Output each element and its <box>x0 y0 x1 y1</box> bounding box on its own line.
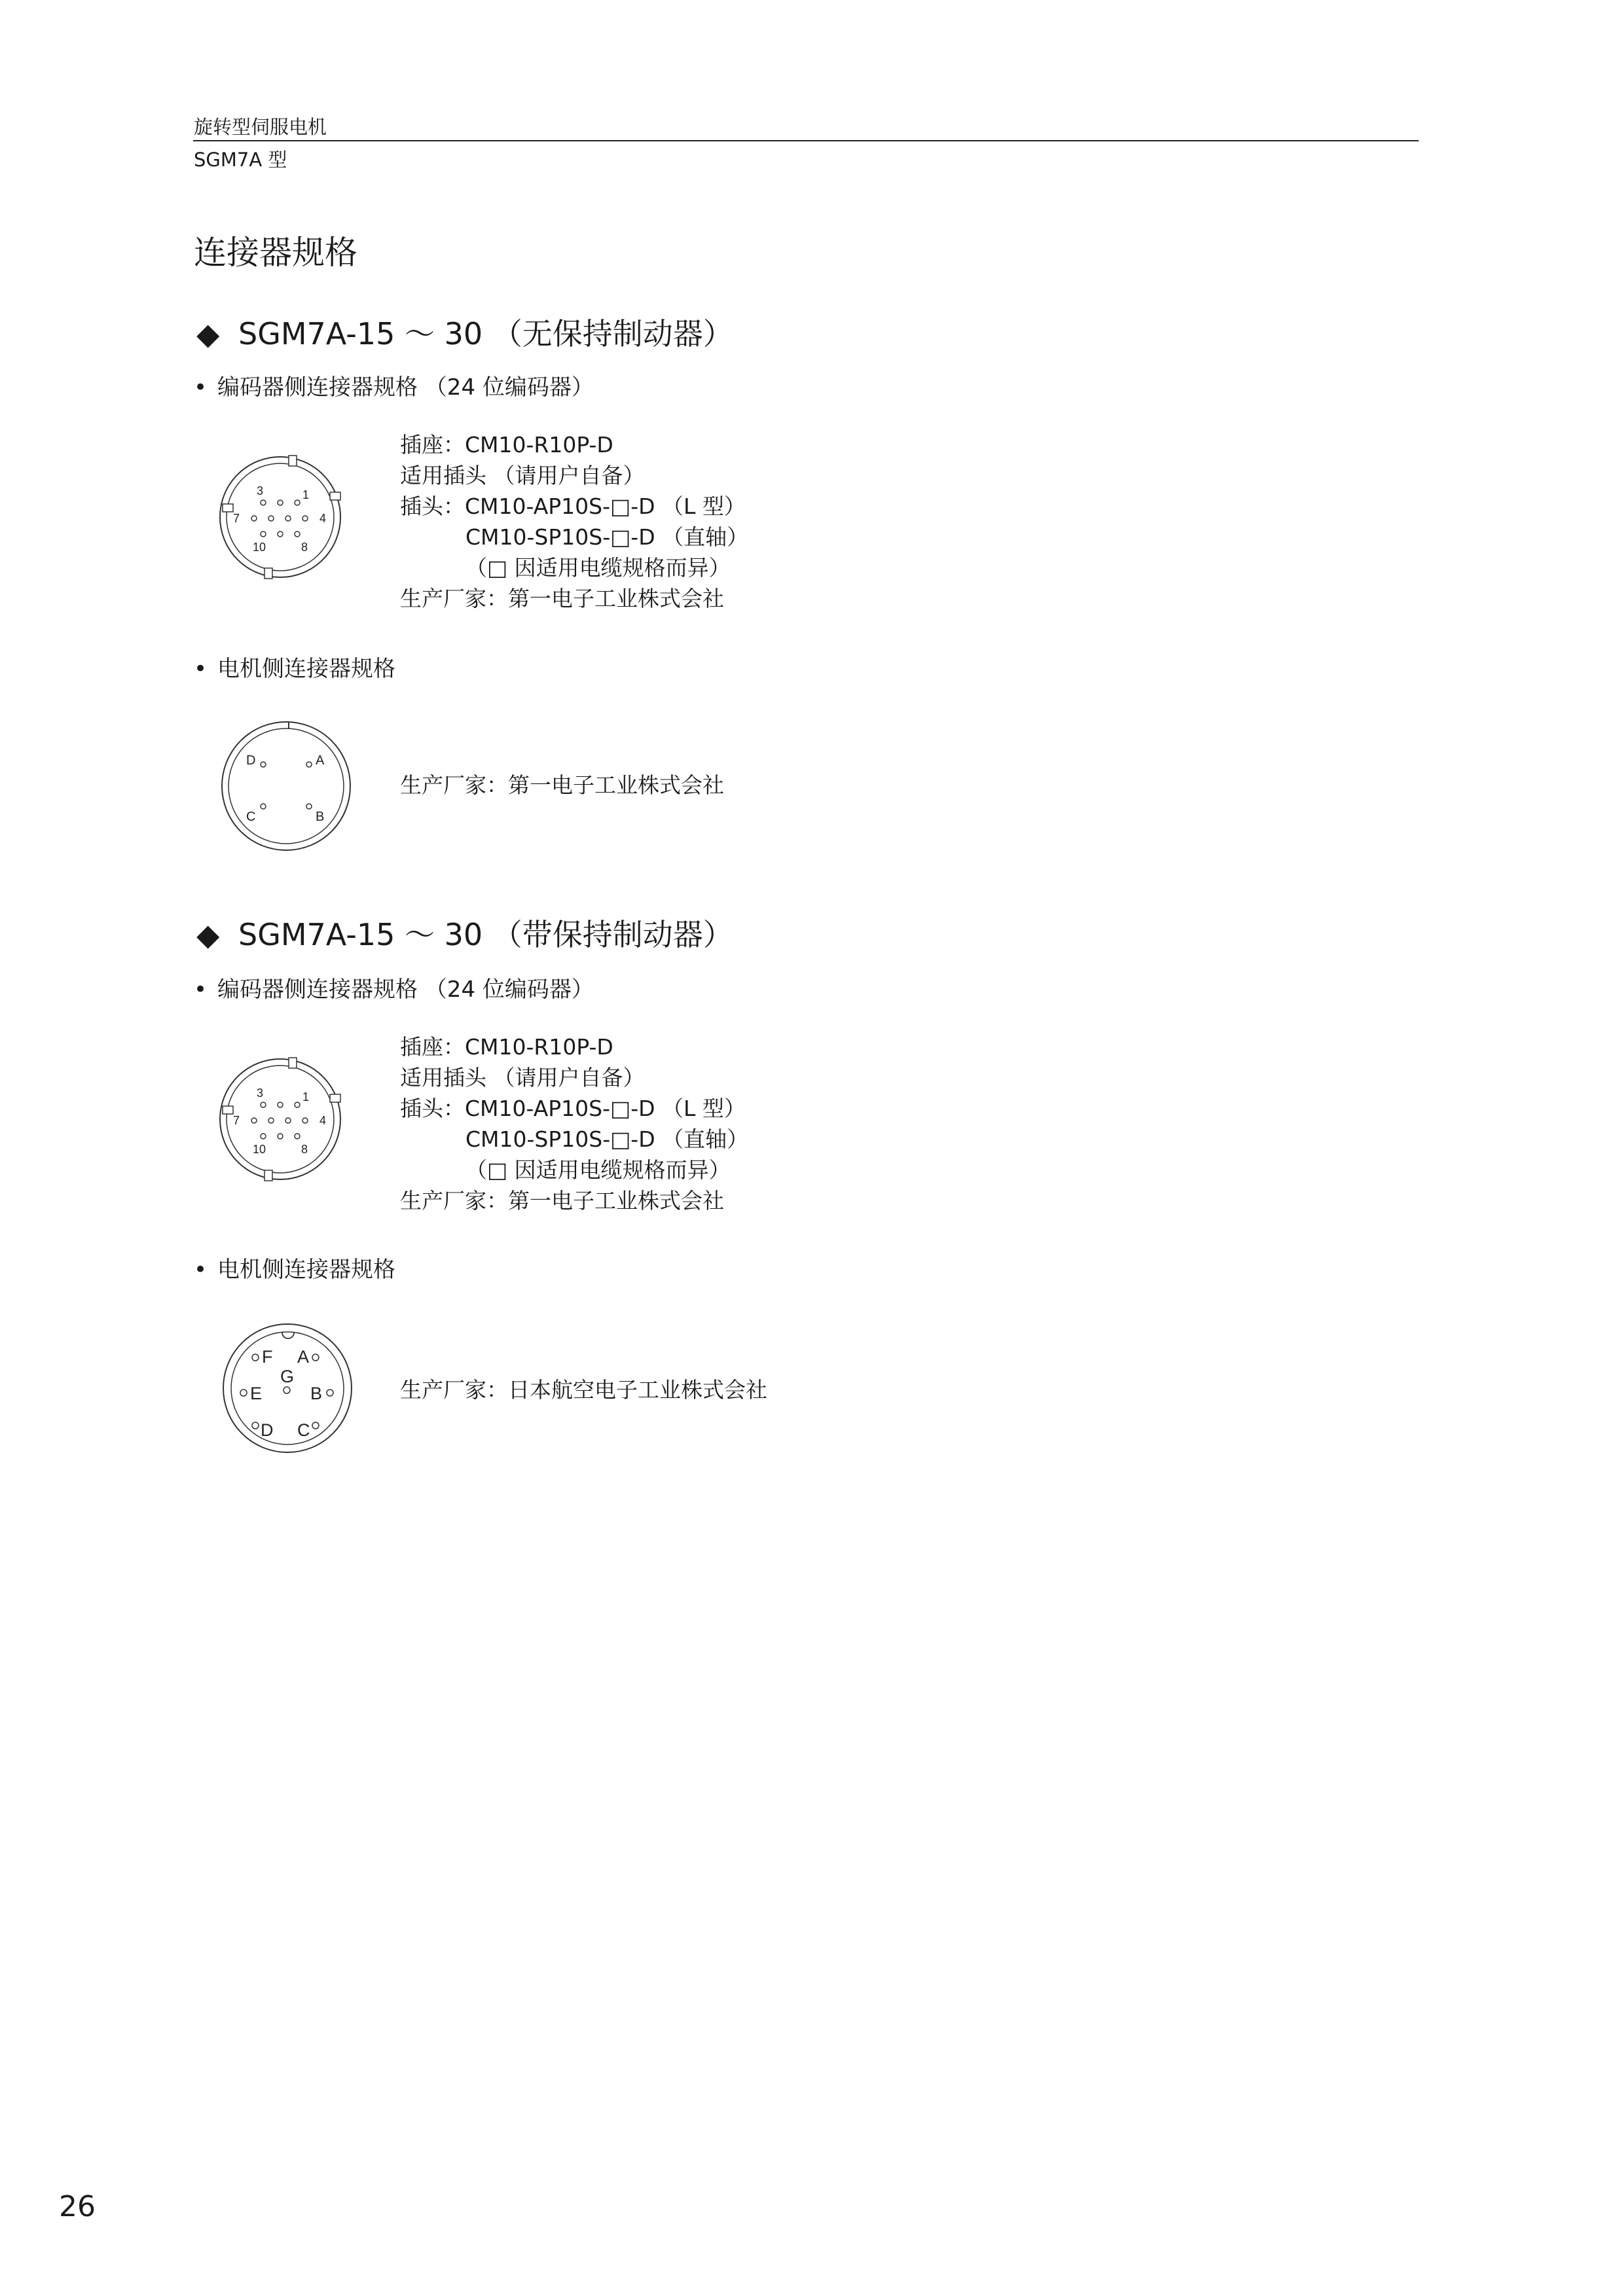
section-2-encoder-bullet <box>194 971 594 1003</box>
section-1-heading-text: SGM7A-15 ～ 30 （无保持制动器） <box>238 316 733 351</box>
motor-connector-diagram <box>219 1319 356 1460</box>
bullet-text: 编码器侧连接器规格 （24 位编码器） <box>217 977 594 1003</box>
pin-label: 4 <box>319 512 327 525</box>
maker: 生产厂家：第一电子工业株式会社 <box>400 586 724 611</box>
pin-label: 10 <box>253 541 266 554</box>
header-category: 旋转型伺服电机 <box>194 116 327 138</box>
pin-label: G <box>280 1367 295 1386</box>
pin-label: 1 <box>302 488 310 501</box>
pin-label: 4 <box>319 1114 327 1127</box>
diamond-icon: ◆ <box>196 316 220 351</box>
bullet-text: 编码器侧连接器规格 （24 位编码器） <box>217 374 594 401</box>
pin-label: 10 <box>253 1143 266 1156</box>
plug-l-type: 插头：CM10-AP10S-□-D （L 型） <box>400 1096 746 1121</box>
bullet-icon: • <box>194 374 208 401</box>
section-2-encoder-specs <box>400 1031 748 1216</box>
pin-label: A <box>297 1347 310 1367</box>
bullet-icon: • <box>194 977 208 1003</box>
cable-note: （□ 因适用电缆规格而异） <box>465 555 731 581</box>
section-2-heading-text: SGM7A-15 ～ 30 （带保持制动器） <box>238 917 733 952</box>
socket-spec: 插座：CM10-R10P-D <box>400 1034 613 1060</box>
bullet-icon: • <box>194 656 208 682</box>
pin-label: 7 <box>233 512 240 525</box>
pin-label: D <box>246 753 256 768</box>
pin-label: 3 <box>257 484 264 497</box>
section-1-encoder-bullet <box>194 369 594 401</box>
pin-label: 8 <box>301 1143 308 1156</box>
motor-connector-diagram <box>217 717 355 857</box>
plug-note: 适用插头 （请用户自备） <box>400 1065 645 1090</box>
section-2-motor-bullet <box>194 1251 395 1283</box>
plug-straight: CM10-SP10S-□-D （直轴） <box>465 1126 749 1152</box>
pin-label: B <box>316 810 325 824</box>
bullet-icon: • <box>194 1257 208 1283</box>
diamond-icon: ◆ <box>196 917 220 952</box>
pin-label: F <box>262 1347 273 1367</box>
bullet-text: 电机侧连接器规格 <box>217 656 395 682</box>
section-1-motor-maker: 生产厂家：第一电子工业株式会社 <box>400 772 724 798</box>
pin-label: A <box>316 753 325 768</box>
pin-label: C <box>297 1420 310 1440</box>
pin-label: 8 <box>301 541 308 554</box>
encoder-connector-diagram <box>215 452 346 585</box>
section-2-motor-maker: 生产厂家：日本航空电子工业株式会社 <box>400 1377 767 1403</box>
bullet-text: 电机侧连接器规格 <box>217 1257 395 1283</box>
cable-note: （□ 因适用电缆规格而异） <box>465 1157 731 1183</box>
pin-label: 7 <box>233 1114 240 1127</box>
pin-label: E <box>250 1384 263 1403</box>
maker: 生产厂家：第一电子工业株式会社 <box>400 1188 724 1213</box>
header-divider <box>193 140 1419 141</box>
page-number: 26 <box>59 2190 96 2223</box>
encoder-connector-diagram <box>215 1054 346 1187</box>
section-1-heading <box>196 310 733 353</box>
section-1-motor-bullet <box>194 651 395 683</box>
pin-label: D <box>261 1420 274 1440</box>
pin-label: C <box>246 810 256 824</box>
pin-label: 1 <box>302 1090 310 1103</box>
page-title: 连接器规格 <box>194 234 357 272</box>
section-2-heading <box>196 911 733 954</box>
section-1-encoder-specs <box>400 429 748 614</box>
plug-l-type: 插头：CM10-AP10S-□-D （L 型） <box>400 493 746 519</box>
plug-straight: CM10-SP10S-□-D （直轴） <box>465 524 749 550</box>
socket-spec: 插座：CM10-R10P-D <box>400 432 613 457</box>
plug-note: 适用插头 （请用户自备） <box>400 463 645 488</box>
pin-label: B <box>310 1384 323 1403</box>
header-model: SGM7A 型 <box>194 149 287 171</box>
pin-label: 3 <box>257 1086 264 1100</box>
